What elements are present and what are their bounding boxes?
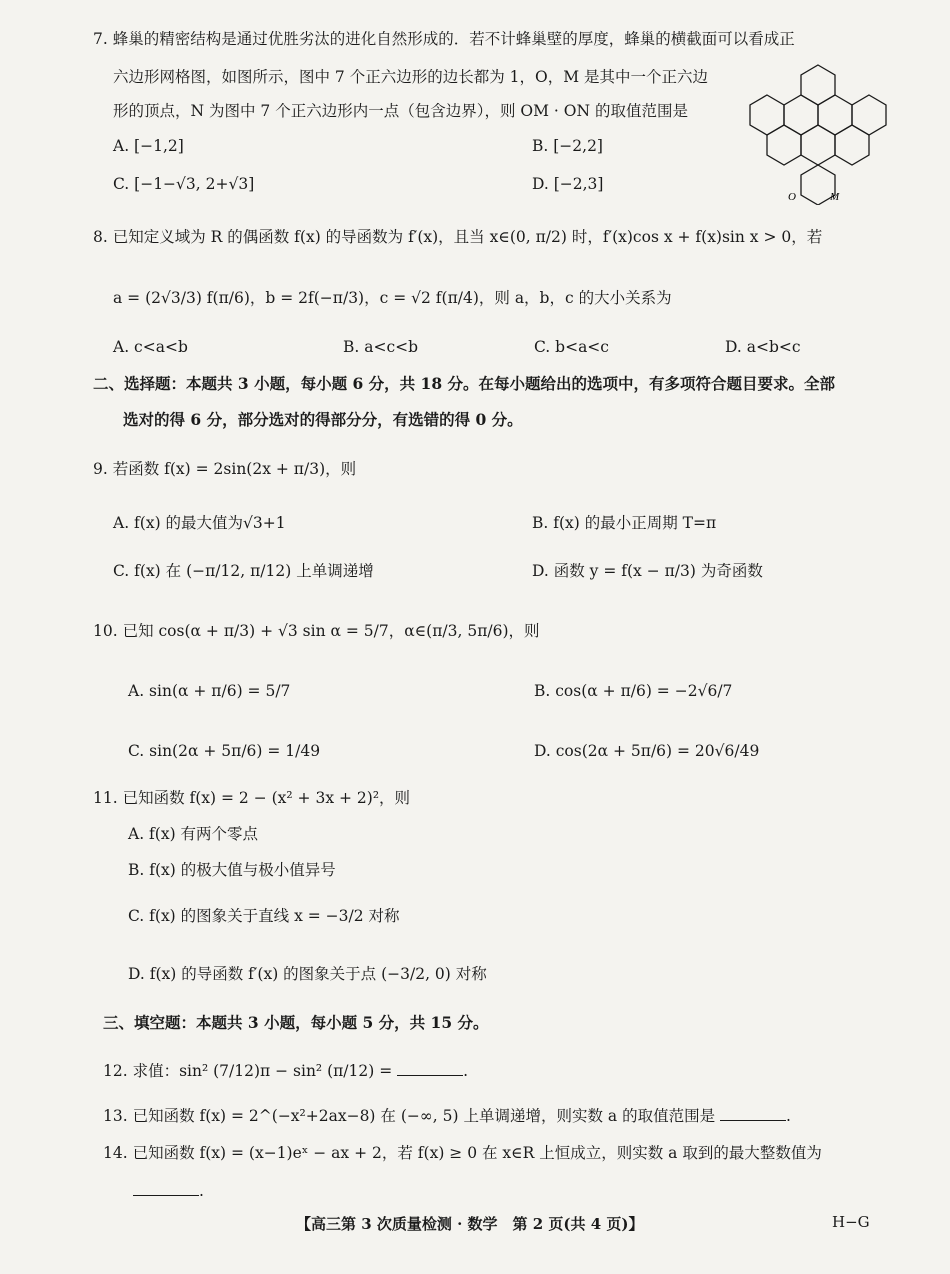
q8-option-a: A. c<a<b (113, 338, 188, 356)
section2-line1: 二、选择题：本题共 3 小题，每小题 6 分，共 18 分。在每小题给出的选项中，有多项符合题目要求。全部 (93, 374, 836, 393)
q9-option-c: C. f(x) 在 (−π/12, π/12) 上单调递增 (113, 562, 374, 580)
q14-answer-blank[interactable] (133, 1181, 199, 1196)
hexagon-far-left (750, 95, 784, 135)
q8-option-d: D. a<b<c (725, 338, 801, 356)
q8-line2: a = (2√3/3) f(π/6)，b = 2f(−π/3)，c = √2 f(π/4)，则 a，b，c 的大小关系为 (113, 289, 672, 307)
q10-stem: 10. 已知 cos(α + π/3) + √3 sin α = 5/7，α∈(π/3, 5π/6)，则 (93, 622, 540, 640)
hexagon-top (801, 65, 835, 105)
q7-line2: 六边形网格图，如图所示，图中 7 个正六边形的边长都为 1，O，M 是其中一个正六边 (113, 68, 709, 86)
q11-option-a: A. f(x) 有两个零点 (128, 825, 259, 843)
q10-option-b: B. cos(α + π/6) = −2√6/7 (534, 682, 733, 700)
q14-end: . (199, 1182, 204, 1200)
q11-option-d: D. f(x) 的导函数 f′(x) 的图象关于点 (−3/2, 0) 对称 (128, 965, 487, 983)
section2-line2: 选对的得 6 分，部分选对的得部分分，有选错的得 0 分。 (123, 410, 523, 429)
q12-end: . (463, 1062, 469, 1080)
hexagon-grid (750, 65, 886, 205)
q9-option-a: A. f(x) 的最大值为√3+1 (113, 514, 286, 532)
q11-option-c: C. f(x) 的图象关于直线 x = −3/2 对称 (128, 907, 400, 925)
page-footer: 【高三第 3 次质量检测 · 数学 第 2 页(共 4 页)】 (296, 1215, 644, 1233)
point-m-label: M (830, 191, 840, 203)
q7-option-b: B. [−2,2] (532, 137, 603, 155)
q10-option-a: A. sin(α + π/6) = 5/7 (128, 682, 291, 700)
q11-option-b: B. f(x) 的极大值与极小值异号 (128, 861, 336, 879)
q9-option-d: D. 函数 y = f(x − π/3) 为奇函数 (532, 562, 763, 580)
hexagon-lower-left (767, 125, 801, 165)
honeycomb-figure (748, 60, 888, 205)
q11-stem: 11. 已知函数 f(x) = 2 − (x² + 3x + 2)²，则 (93, 789, 411, 807)
q9-stem: 9. 若函数 f(x) = 2sin(2x + π/3)，则 (93, 460, 357, 478)
q8-line1: 8. 已知定义域为 R 的偶函数 f(x) 的导函数为 f′(x)，且当 x∈(0, π/2) 时，f′(x)cos x + f(x)sin x > 0，若 (93, 228, 823, 246)
point-o-label: O (788, 191, 796, 203)
q8-option-b: B. a<c<b (343, 338, 419, 356)
q13-line (103, 1105, 791, 1127)
q13-end: . (786, 1107, 791, 1125)
section3-title: 三、填空题：本题共 3 小题，每小题 5 分，共 15 分。 (103, 1013, 489, 1032)
q10-option-c: C. sin(2α + 5π/6) = 1/49 (128, 742, 321, 760)
hexagon-upper-right (818, 95, 852, 135)
hexagon-upper-left (784, 95, 818, 135)
hexagon-far-right (852, 95, 886, 135)
hexagon-center (801, 125, 835, 165)
q9-option-b: B. f(x) 的最小正周期 T=π (532, 514, 717, 532)
q7-option-c: C. [−1−√3, 2+√3] (113, 175, 255, 193)
q12-stem: 12. 求值：sin² (7/12)π − sin² (π/12) = (103, 1062, 393, 1080)
q14-line2 (133, 1180, 204, 1202)
hexagon-lower-right (835, 125, 869, 165)
q13-stem: 13. 已知函数 f(x) = 2^(−x²+2ax−8) 在 (−∞, 5) 上单调递增，则实数 a 的取值范围是 (103, 1107, 716, 1125)
q7-option-d: D. [−2,3] (532, 175, 604, 193)
paper-code: H−G (832, 1213, 870, 1231)
q13-answer-blank[interactable] (720, 1106, 786, 1121)
q10-option-d: D. cos(2α + 5π/6) = 20√6/49 (534, 742, 760, 760)
q8-option-c: C. b<a<c (534, 338, 609, 356)
q7-option-a: A. [−1,2] (113, 137, 184, 155)
q7-line1: 7. 蜂巢的精密结构是通过优胜劣汰的进化自然形成的．若不计蜂巢壁的厚度，蜂巢的横截面可以看成正 (93, 30, 795, 48)
q7-line3: 形的顶点，N 为图中 7 个正六边形内一点（包含边界），则 OM · ON 的取值范围是 (113, 102, 688, 120)
q12-answer-blank[interactable] (397, 1061, 463, 1076)
q14-line1: 14. 已知函数 f(x) = (x−1)eˣ − ax + 2，若 f(x) ≥ 0 在 x∈R 上恒成立，则实数 a 取到的最大整数值为 (103, 1144, 822, 1162)
q12-line (103, 1060, 468, 1082)
